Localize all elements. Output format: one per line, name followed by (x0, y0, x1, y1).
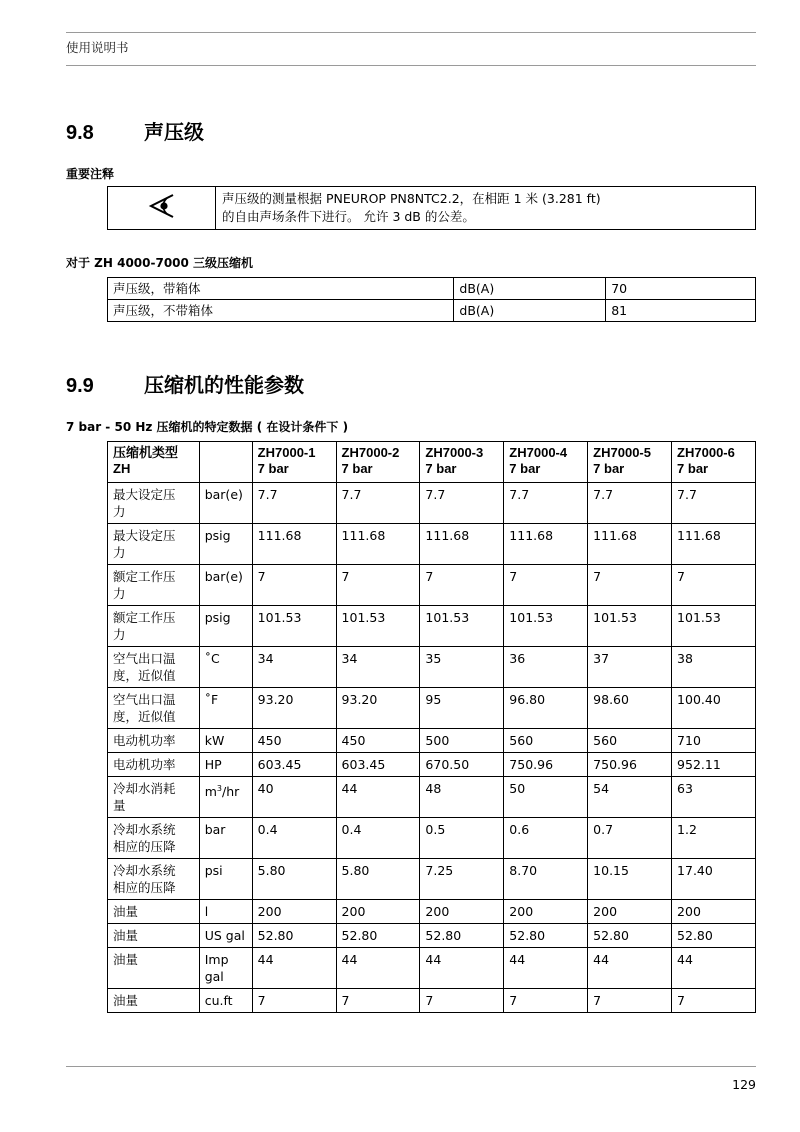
value-cell: 36 (504, 647, 588, 688)
value-cell: 7.7 (504, 483, 588, 524)
value-cell: 63 (672, 777, 756, 818)
row-label (108, 524, 200, 565)
row-unit (199, 948, 252, 989)
value-cell: 44 (588, 948, 672, 989)
row-label (108, 483, 200, 524)
value-cell: 200 (504, 900, 588, 924)
value-cell: 95 (420, 688, 504, 729)
value-cell: 111.68 (336, 524, 420, 565)
row-value: 70 (606, 278, 756, 300)
sound-pressure-table (107, 277, 756, 322)
sound-table-heading: 对于 ZH 4000-7000 三级压缩机 (66, 256, 254, 270)
row-label-line-1: 油量 (113, 928, 139, 943)
row-label-line-1: 冷却水系统 (113, 863, 176, 878)
value-cell: 52.80 (504, 924, 588, 948)
value-cell: 200 (336, 900, 420, 924)
model-header-cell (672, 442, 756, 483)
model-name: ZH7000-3 (425, 445, 484, 460)
value-cell: 7 (504, 565, 588, 606)
value-cell: 7.7 (252, 483, 336, 524)
row-label-line-2: 力 (113, 504, 126, 519)
table-row (108, 753, 756, 777)
value-cell: 7 (504, 989, 588, 1013)
value-cell: 200 (672, 900, 756, 924)
value-cell: 7 (588, 989, 672, 1013)
value-cell: 500 (420, 729, 504, 753)
table-row (108, 729, 756, 753)
row-unit: l (199, 900, 252, 924)
table-row (108, 859, 756, 900)
value-cell: 44 (672, 948, 756, 989)
value-cell: 101.53 (420, 606, 504, 647)
value-cell: 7.7 (420, 483, 504, 524)
row-label (108, 565, 200, 606)
row-unit: ˚C (199, 647, 252, 688)
model-header-cell (504, 442, 588, 483)
row-label (108, 777, 200, 818)
value-cell: 7 (336, 989, 420, 1013)
value-cell: 200 (420, 900, 504, 924)
value-cell: 101.53 (504, 606, 588, 647)
model-pressure: 7 bar (677, 461, 709, 476)
value-cell: 101.53 (252, 606, 336, 647)
value-cell: 44 (252, 948, 336, 989)
value-cell: 44 (336, 948, 420, 989)
model-name: ZH7000-6 (677, 445, 735, 460)
row-label-line-1: 冷却水系统 (113, 822, 176, 837)
footer-rule (66, 1066, 756, 1067)
row-unit (199, 777, 252, 818)
value-cell: 750.96 (588, 753, 672, 777)
value-cell: 111.68 (504, 524, 588, 565)
value-cell: 7 (672, 565, 756, 606)
unit-line-1: Imp (204, 952, 229, 967)
note-line-2: 的自由声场条件下进行。 允许 3 dB 的公差。 (222, 209, 475, 224)
row-label-line-1: 油量 (113, 904, 139, 919)
value-cell: 93.20 (252, 688, 336, 729)
value-cell: 44 (420, 948, 504, 989)
row-unit: psig (199, 606, 252, 647)
value-cell: 52.80 (420, 924, 504, 948)
value-cell: 111.68 (252, 524, 336, 565)
header-label-line-1: 压缩机类型 (113, 445, 179, 460)
row-unit: psi (199, 859, 252, 900)
table-row (108, 300, 756, 322)
value-cell: 200 (588, 900, 672, 924)
header-label-line-2: ZH (113, 461, 131, 476)
value-cell: 38 (672, 647, 756, 688)
row-label (108, 859, 200, 900)
row-label-line-1: 油量 (113, 952, 139, 967)
row-unit: psig (199, 524, 252, 565)
row-unit: kW (199, 729, 252, 753)
row-unit: bar(e) (199, 565, 252, 606)
value-cell: 98.60 (588, 688, 672, 729)
value-cell: 34 (336, 647, 420, 688)
row-unit: ˚F (199, 688, 252, 729)
row-label-line-1: 电动机功率 (113, 733, 176, 748)
row-label-line-2: 相应的压降 (113, 839, 176, 854)
value-cell: 44 (504, 948, 588, 989)
row-unit: dB(A) (454, 300, 606, 322)
model-name: ZH7000-2 (341, 445, 400, 460)
row-label: 声压级，带箱体 (108, 278, 454, 300)
eye-attention-icon (147, 209, 177, 224)
document-header-title: 使用说明书 (66, 40, 129, 55)
row-unit: HP (199, 753, 252, 777)
model-header-cell (588, 442, 672, 483)
model-pressure: 7 bar (425, 461, 457, 476)
section-heading-9-8 (66, 116, 204, 145)
value-cell: 750.96 (504, 753, 588, 777)
row-label-line-2: 度，近似值 (113, 709, 176, 724)
row-label (108, 900, 200, 924)
value-cell: 93.20 (336, 688, 420, 729)
row-label-line-1: 冷却水消耗 (113, 781, 176, 796)
value-cell: 101.53 (336, 606, 420, 647)
table-row (108, 948, 756, 989)
header-unit-cell (199, 442, 252, 483)
row-label-line-1: 空气出口温 (113, 651, 176, 666)
value-cell: 8.70 (504, 859, 588, 900)
value-cell: 54 (588, 777, 672, 818)
value-cell: 34 (252, 647, 336, 688)
value-cell: 0.4 (252, 818, 336, 859)
row-unit: US gal (199, 924, 252, 948)
value-cell: 17.40 (672, 859, 756, 900)
value-cell: 10.15 (588, 859, 672, 900)
row-unit: bar (199, 818, 252, 859)
section-title: 压缩机的性能参数 (144, 375, 304, 397)
table-row (108, 900, 756, 924)
note-text-cell (216, 187, 756, 230)
table-row (108, 924, 756, 948)
value-cell: 100.40 (672, 688, 756, 729)
value-cell: 40 (252, 777, 336, 818)
value-cell: 7 (588, 565, 672, 606)
row-label (108, 989, 200, 1013)
row-label-line-2: 度，近似值 (113, 668, 176, 683)
row-label (108, 729, 200, 753)
model-name: ZH7000-5 (593, 445, 651, 460)
row-label-line-1: 最大设定压 (113, 487, 176, 502)
note-line-1: 声压级的测量根据 PNEUROP PN8NTC2.2，在相距 1 米 (3.281 ft) (222, 191, 601, 206)
value-cell: 560 (504, 729, 588, 753)
table-header-row (108, 442, 756, 483)
page-number: 129 (732, 1077, 756, 1092)
value-cell: 7.25 (420, 859, 504, 900)
value-cell: 52.80 (252, 924, 336, 948)
table-row (108, 777, 756, 818)
value-cell: 5.80 (336, 859, 420, 900)
value-cell: 7.7 (336, 483, 420, 524)
row-label (108, 606, 200, 647)
value-cell: 44 (336, 777, 420, 818)
unit-base: m (204, 784, 217, 800)
table-row (108, 524, 756, 565)
row-label (108, 818, 200, 859)
table-row (108, 989, 756, 1013)
unit-superscript: 3 (216, 784, 222, 793)
model-pressure: 7 bar (341, 461, 373, 476)
row-label-line-2: 量 (113, 798, 126, 813)
value-cell: 111.68 (420, 524, 504, 565)
value-cell: 670.50 (420, 753, 504, 777)
value-cell: 48 (420, 777, 504, 818)
table-row (108, 565, 756, 606)
model-header-cell (420, 442, 504, 483)
value-cell: 0.5 (420, 818, 504, 859)
performance-table-heading: 7 bar - 50 Hz 压缩机的特定数据 ( 在设计条件下 ) (66, 420, 349, 434)
table-row (108, 647, 756, 688)
row-label-line-1: 空气出口温 (113, 692, 176, 707)
table-row (108, 818, 756, 859)
header-label-cell (108, 442, 200, 483)
value-cell: 96.80 (504, 688, 588, 729)
row-label: 声压级，不带箱体 (108, 300, 454, 322)
value-cell: 7 (252, 565, 336, 606)
row-label (108, 924, 200, 948)
row-label (108, 647, 200, 688)
section-title: 声压级 (144, 122, 204, 144)
note-heading: 重要注释 (66, 167, 115, 181)
row-unit: dB(A) (454, 278, 606, 300)
model-header-cell (336, 442, 420, 483)
performance-table (107, 441, 756, 1013)
value-cell: 37 (588, 647, 672, 688)
row-label (108, 688, 200, 729)
value-cell: 603.45 (252, 753, 336, 777)
section-heading-9-9 (66, 369, 304, 398)
model-header-cell (252, 442, 336, 483)
value-cell: 7 (336, 565, 420, 606)
model-name: ZH7000-1 (257, 445, 316, 460)
header-rule-top (66, 32, 756, 33)
value-cell: 7 (672, 989, 756, 1013)
note-icon-cell (108, 187, 216, 230)
row-value: 81 (606, 300, 756, 322)
row-label-line-1: 最大设定压 (113, 528, 176, 543)
value-cell: 50 (504, 777, 588, 818)
section-number: 9.9 (66, 375, 94, 397)
value-cell: 52.80 (336, 924, 420, 948)
model-pressure: 7 bar (509, 461, 541, 476)
value-cell: 5.80 (252, 859, 336, 900)
value-cell: 35 (420, 647, 504, 688)
table-row (108, 688, 756, 729)
value-cell: 7 (420, 565, 504, 606)
table-row (108, 278, 756, 300)
value-cell: 7.7 (672, 483, 756, 524)
value-cell: 52.80 (672, 924, 756, 948)
row-label-line-1: 油量 (113, 993, 139, 1008)
value-cell: 7 (252, 989, 336, 1013)
section-number: 9.8 (66, 122, 94, 144)
row-label-line-2: 力 (113, 627, 126, 642)
value-cell: 101.53 (588, 606, 672, 647)
model-pressure: 7 bar (593, 461, 625, 476)
value-cell: 7 (420, 989, 504, 1013)
value-cell: 1.2 (672, 818, 756, 859)
value-cell: 200 (252, 900, 336, 924)
model-name: ZH7000-4 (509, 445, 568, 460)
table-row (108, 483, 756, 524)
value-cell: 0.7 (588, 818, 672, 859)
row-label (108, 948, 200, 989)
row-label-line-2: 相应的压降 (113, 880, 176, 895)
row-label-line-1: 额定工作压 (113, 569, 176, 584)
value-cell: 710 (672, 729, 756, 753)
value-cell: 0.4 (336, 818, 420, 859)
row-label-line-2: 力 (113, 545, 126, 560)
value-cell: 101.53 (672, 606, 756, 647)
model-pressure: 7 bar (257, 461, 289, 476)
row-label-line-2: 力 (113, 586, 126, 601)
unit-tail: /hr (221, 784, 240, 800)
value-cell: 7.7 (588, 483, 672, 524)
value-cell: 52.80 (588, 924, 672, 948)
header-rule-bottom (66, 65, 756, 66)
row-unit: bar(e) (199, 483, 252, 524)
value-cell: 560 (588, 729, 672, 753)
value-cell: 603.45 (336, 753, 420, 777)
row-label (108, 753, 200, 777)
value-cell: 111.68 (588, 524, 672, 565)
value-cell: 111.68 (672, 524, 756, 565)
value-cell: 450 (336, 729, 420, 753)
row-unit: cu.ft (199, 989, 252, 1013)
value-cell: 952.11 (672, 753, 756, 777)
important-note-box (107, 186, 756, 230)
value-cell: 450 (252, 729, 336, 753)
value-cell: 0.6 (504, 818, 588, 859)
row-label-line-1: 额定工作压 (113, 610, 176, 625)
unit-line-2: gal (204, 969, 224, 984)
table-row (108, 606, 756, 647)
row-label-line-1: 电动机功率 (113, 757, 176, 772)
